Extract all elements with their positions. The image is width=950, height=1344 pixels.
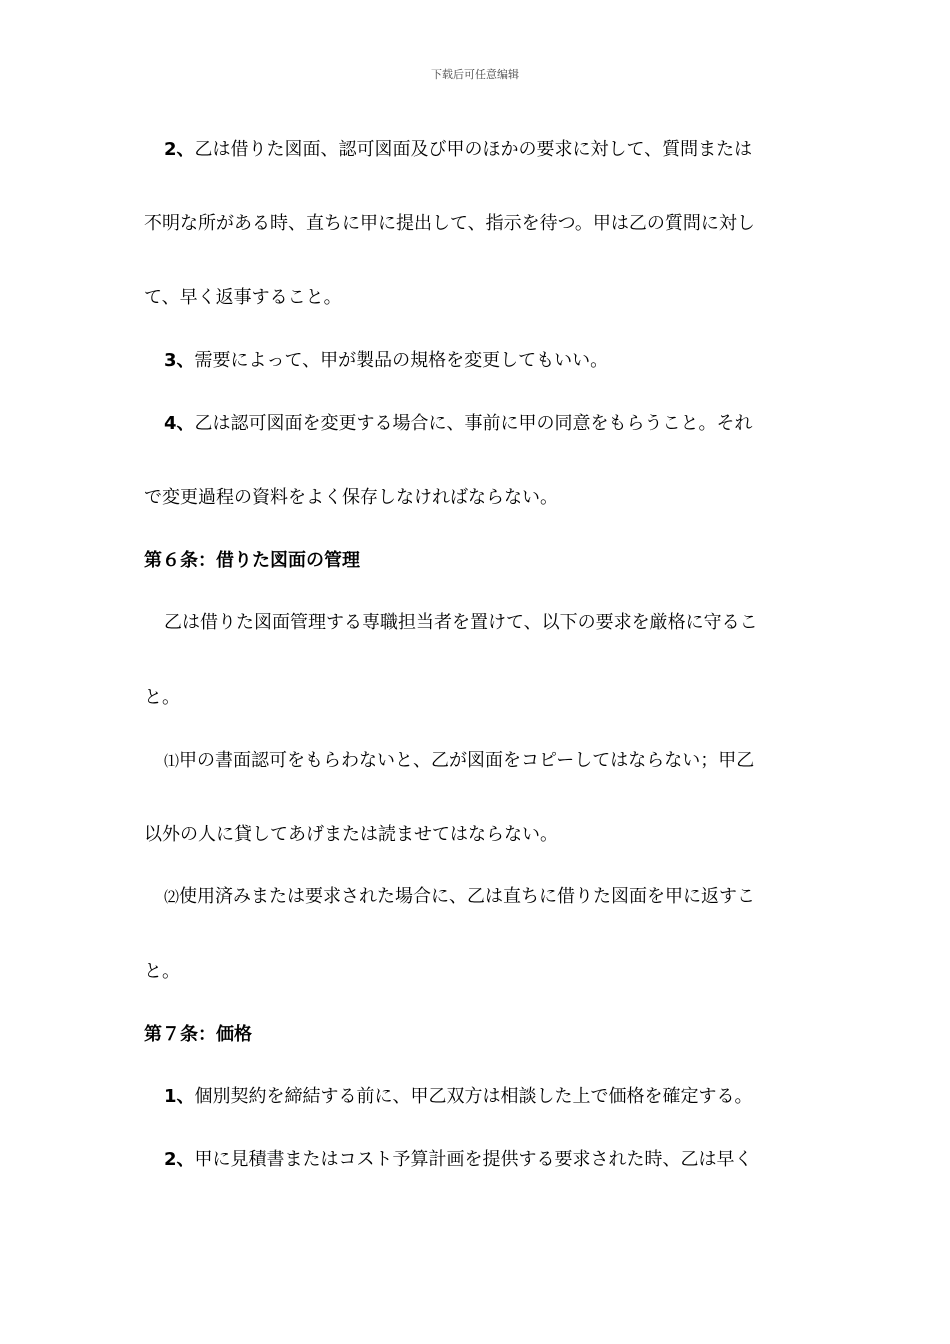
paragraph-line: 乙は借りた図面管理する専職担当者を置けて、以下の要求を厳格に守るこ (164, 612, 758, 633)
paragraph-line: 不明な所がある時、直ちに甲に提出して、指示を待つ。甲は乙の質問に対し (144, 213, 755, 234)
paragraph-line: 2、乙は借りた図面、認可図面及び甲のほかの要求に対して、質問または (164, 139, 753, 160)
paragraph-line: と。 (144, 961, 180, 982)
item-number: 2 (164, 1149, 177, 1170)
paragraph-line: ⑴甲の書面認可をもらわないと、乙が図面をコピーしてはならない；甲乙 (164, 750, 755, 771)
item-number: 1 (164, 1086, 177, 1107)
item-number: 2 (164, 139, 177, 160)
item-number: 4 (164, 413, 177, 434)
section-heading: 第６条：借りた図面の管理 (144, 550, 360, 571)
paragraph-line: ⑵使用済みまたは要求された場合に、乙は直ちに借りた図面を甲に返すこ (164, 886, 756, 907)
page-header: 下载后可任意编辑 (431, 68, 519, 81)
item-number: 3 (164, 350, 177, 371)
paragraph-line: と。 (144, 687, 180, 708)
paragraph-line: て、早く返事すること。 (144, 287, 342, 308)
item-marker: ⑵ (164, 888, 180, 906)
paragraph-line: 以外の人に貸してあげまたは読ませてはならない。 (144, 824, 558, 845)
section-heading: 第７条：価格 (144, 1024, 252, 1045)
paragraph-line: で変更過程の資料をよく保存しなければならない。 (144, 487, 558, 508)
item-marker: ⑴ (164, 752, 180, 770)
paragraph-line: 1、個別契約を締結する前に、甲乙双方は相談した上で価格を確定する。 (164, 1086, 753, 1107)
paragraph-line: 3、需要によって、甲が製品の規格を変更してもいい。 (164, 350, 609, 371)
paragraph-line: 2、甲に見積書またはコスト予算計画を提供する要求された時、乙は早く (164, 1149, 753, 1170)
paragraph-line: 4、乙は認可図面を変更する場合に、事前に甲の同意をもらうこと。それ (164, 413, 753, 434)
